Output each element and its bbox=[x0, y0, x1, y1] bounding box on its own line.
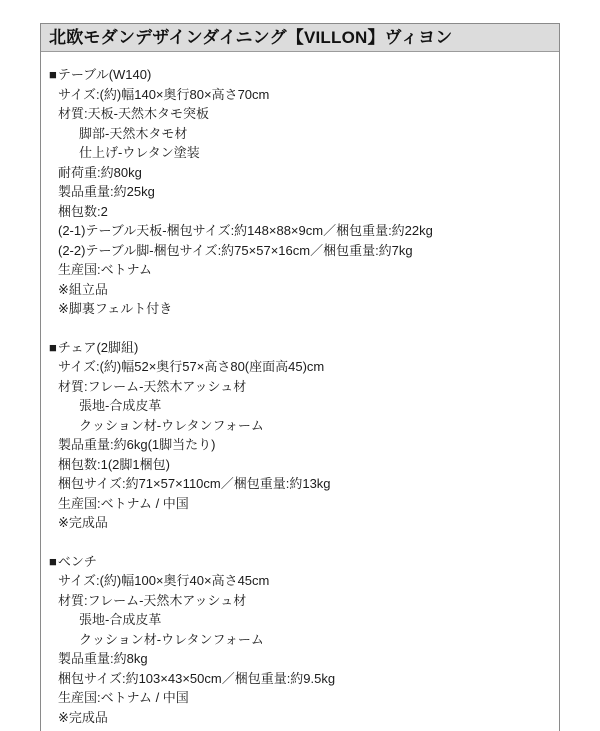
product-title-bar bbox=[41, 24, 559, 52]
spec-section bbox=[49, 338, 549, 533]
spec-line: 製品重量:約8kg bbox=[58, 651, 148, 666]
spec-line: 脚部-天然木タモ材 bbox=[79, 125, 188, 141]
spec-sections bbox=[41, 52, 559, 727]
black-square-bullet-icon: ■ bbox=[49, 553, 57, 569]
black-square-bullet-icon: ■ bbox=[49, 67, 57, 82]
spec-line: ※完成品 bbox=[58, 709, 108, 725]
spec-line: 梱包サイズ:約71×57×110cm／梱包重量:約13kg bbox=[58, 476, 331, 491]
spec-line: (2-1)テーブル天板-梱包サイズ:約148×88×9cm／梱包重量:約22kg bbox=[58, 223, 433, 238]
spec-line: 製品重量:約25kg bbox=[58, 184, 155, 199]
spec-line: 材質:フレーム-天然木アッシュ材 bbox=[58, 378, 247, 394]
spec-section bbox=[49, 552, 549, 728]
section-title: テーブル(W140) bbox=[57, 67, 152, 82]
spec-line: 梱包サイズ:約103×43×50cm／梱包重量:約9.5kg bbox=[58, 670, 336, 686]
spec-line: 製品重量:約6kg(1脚当たり) bbox=[58, 437, 216, 452]
spec-section bbox=[49, 65, 549, 319]
spec-line: 仕上げ-ウレタン塗装 bbox=[79, 145, 200, 160]
section-heading bbox=[49, 552, 549, 572]
spec-line: ※組立品 bbox=[58, 281, 108, 297]
spec-line: 張地-合成皮革 bbox=[79, 398, 162, 413]
spec-line: 材質:天板-天然木タモ突板 bbox=[58, 106, 209, 121]
product-title: 北欧モダンデザインダイニング【VILLON】ヴィヨン bbox=[49, 28, 453, 47]
spec-line: 材質:フレーム-天然木アッシュ材 bbox=[58, 592, 247, 608]
spec-line: 梱包数:1(2脚1梱包) bbox=[58, 456, 170, 472]
section-heading bbox=[49, 338, 549, 358]
spec-line: 生産国:ベトナム / 中国 bbox=[58, 690, 189, 705]
spec-line: サイズ:(約)幅140×奥行80×高さ70cm bbox=[58, 86, 270, 102]
section-title: チェア(2脚組) bbox=[57, 339, 139, 355]
spec-line: (2-2)テーブル脚-梱包サイズ:約75×57×16cm／梱包重量:約7kg bbox=[58, 242, 413, 258]
spec-line: 耐荷重:約80kg bbox=[58, 164, 142, 180]
spec-line: サイズ:(約)幅52×奥行57×高さ80(座面高45)cm bbox=[58, 359, 325, 374]
spec-line: 生産国:ベトナム / 中国 bbox=[58, 495, 189, 511]
spec-line: ※完成品 bbox=[58, 515, 108, 530]
product-spec-card bbox=[40, 23, 560, 731]
spec-line: 梱包数:2 bbox=[58, 203, 108, 219]
spec-line: サイズ:(約)幅100×奥行40×高さ45cm bbox=[58, 573, 270, 588]
section-heading bbox=[49, 65, 549, 85]
spec-line: クッション材-ウレタンフォーム bbox=[79, 631, 264, 647]
spec-line: 生産国:ベトナム bbox=[58, 262, 152, 277]
section-title: ベンチ bbox=[57, 553, 97, 569]
spec-line: ※脚裏フェルト付き bbox=[58, 301, 173, 316]
spec-line: クッション材-ウレタンフォーム bbox=[79, 417, 264, 433]
spec-line: 張地-合成皮革 bbox=[79, 612, 162, 627]
black-square-bullet-icon: ■ bbox=[49, 339, 57, 355]
